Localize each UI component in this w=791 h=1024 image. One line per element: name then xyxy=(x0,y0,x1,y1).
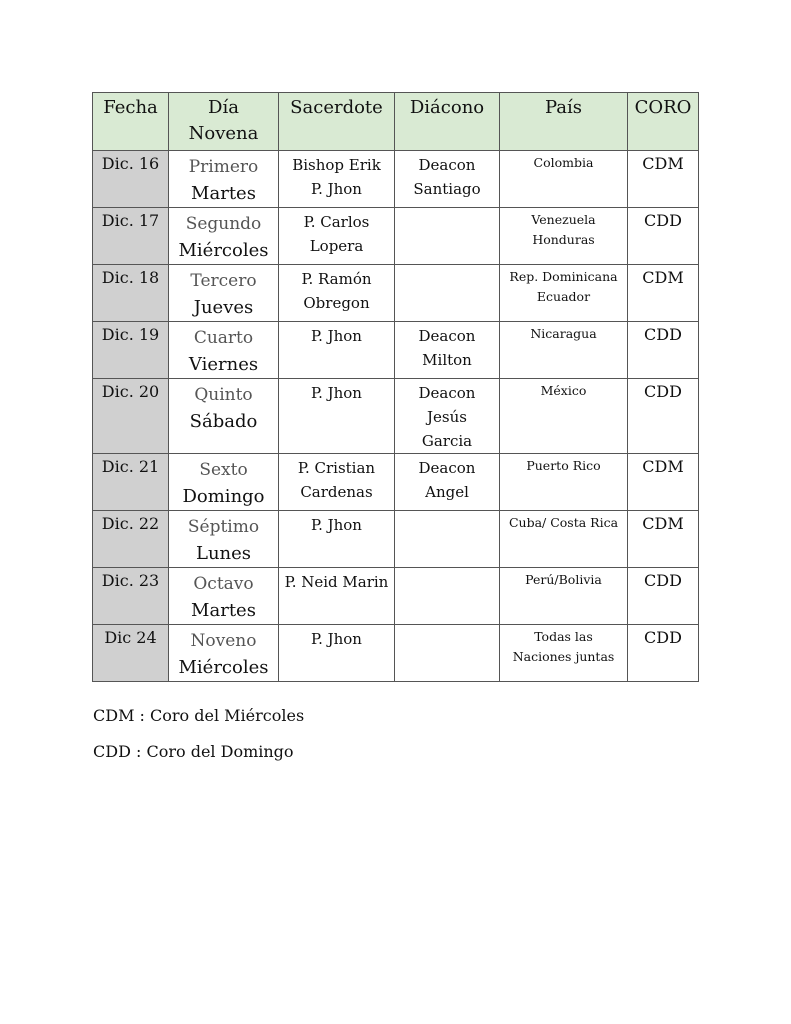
pais-cell xyxy=(500,454,628,511)
table-body xyxy=(93,151,699,682)
table-row xyxy=(93,511,699,568)
pais-line: Todas las xyxy=(534,629,593,644)
sacerdote-line: Cardenas xyxy=(300,483,373,501)
pais-line: Puerto Rico xyxy=(526,458,601,473)
table-row xyxy=(93,454,699,511)
table-row xyxy=(93,625,699,682)
pais-line: México xyxy=(540,383,587,398)
weekday: Martes xyxy=(191,183,256,204)
sacerdote-line: P. Jhon xyxy=(311,180,362,198)
weekday: Sábado xyxy=(189,411,258,432)
diacono-line: Santiago xyxy=(413,180,481,198)
header-novena: Novena xyxy=(188,123,259,144)
table-header xyxy=(93,93,699,151)
novena-schedule-table xyxy=(92,92,699,682)
sacerdote-cell xyxy=(279,568,395,625)
novena-ordinal: Tercero xyxy=(190,271,257,291)
sacerdote-line: P. Neid Marin xyxy=(284,573,389,591)
fecha-cell: Dic. 19 xyxy=(93,322,169,379)
weekday: Lunes xyxy=(195,543,252,564)
sacerdote-cell xyxy=(279,265,395,322)
diacono-line: Angel xyxy=(425,483,469,501)
legend-cdm: CDM : Coro del Miércoles xyxy=(93,706,305,725)
diacono-line: Garcia xyxy=(421,432,473,450)
table-row xyxy=(93,151,699,208)
sacerdote-line: P. Cristian xyxy=(297,459,376,477)
diacono-line: Deacon xyxy=(418,459,476,477)
header-dia-novena xyxy=(169,93,279,151)
dia-novena-cell xyxy=(169,322,279,379)
table-row xyxy=(93,265,699,322)
weekday: Jueves xyxy=(193,297,254,318)
dia-novena-cell xyxy=(169,379,279,454)
table-row xyxy=(93,379,699,454)
diacono-cell xyxy=(395,265,500,322)
sacerdote-cell xyxy=(279,151,395,208)
fecha-cell: Dic. 18 xyxy=(93,265,169,322)
fecha-cell: Dic. 21 xyxy=(93,454,169,511)
weekday: Miércoles xyxy=(178,657,269,678)
diacono-cell xyxy=(395,208,500,265)
diacono-line: Deacon xyxy=(418,327,476,345)
diacono-cell xyxy=(395,454,500,511)
diacono-line: Milton xyxy=(422,351,472,369)
pais-line: Venezuela xyxy=(531,212,596,227)
pais-line: Rep. Dominicana xyxy=(509,269,618,284)
pais-cell xyxy=(500,625,628,682)
pais-line: Nicaragua xyxy=(530,326,597,341)
sacerdote-line: P. Jhon xyxy=(311,384,362,402)
dia-novena-cell xyxy=(169,511,279,568)
coro-cell: CDD xyxy=(628,379,699,454)
pais-line: Honduras xyxy=(532,232,595,247)
fecha-cell: Dic. 16 xyxy=(93,151,169,208)
sacerdote-line: P. Jhon xyxy=(311,516,362,534)
sacerdote-line: P. Jhon xyxy=(311,630,362,648)
table-row xyxy=(93,208,699,265)
header-coro: CORO xyxy=(628,93,699,151)
coro-cell: CDM xyxy=(628,151,699,208)
diacono-cell xyxy=(395,322,500,379)
pais-cell xyxy=(500,151,628,208)
coro-cell: CDD xyxy=(628,322,699,379)
diacono-cell xyxy=(395,511,500,568)
sacerdote-cell xyxy=(279,322,395,379)
dia-novena-cell xyxy=(169,151,279,208)
pais-line: Cuba/ Costa Rica xyxy=(508,515,619,530)
sacerdote-line: Obregon xyxy=(303,294,370,312)
sacerdote-cell xyxy=(279,625,395,682)
header-fecha: Fecha xyxy=(93,93,169,151)
diacono-cell xyxy=(395,151,500,208)
sacerdote-cell xyxy=(279,379,395,454)
novena-ordinal: Quinto xyxy=(194,385,253,405)
diacono-line: Deacon xyxy=(418,156,476,174)
fecha-cell: Dic. 23 xyxy=(93,568,169,625)
sacerdote-cell xyxy=(279,454,395,511)
coro-cell: CDM xyxy=(628,265,699,322)
dia-novena-cell xyxy=(169,265,279,322)
sacerdote-line: Bishop Erik xyxy=(292,156,381,174)
diacono-line: Deacon xyxy=(418,384,476,402)
coro-cell: CDD xyxy=(628,568,699,625)
novena-ordinal: Sexto xyxy=(199,460,248,480)
weekday: Viernes xyxy=(188,354,259,375)
coro-cell: CDM xyxy=(628,454,699,511)
novena-ordinal: Segundo xyxy=(185,214,262,234)
pais-cell xyxy=(500,265,628,322)
pais-cell xyxy=(500,568,628,625)
novena-ordinal: Octavo xyxy=(193,574,254,594)
sacerdote-cell xyxy=(279,511,395,568)
diacono-cell xyxy=(395,625,500,682)
pais-line: Naciones juntas xyxy=(512,649,615,664)
fecha-cell: Dic 24 xyxy=(93,625,169,682)
coro-cell: CDD xyxy=(628,625,699,682)
sacerdote-line: P. Jhon xyxy=(311,327,362,345)
coro-cell: CDM xyxy=(628,511,699,568)
weekday: Domingo xyxy=(182,486,265,507)
diacono-cell xyxy=(395,379,500,454)
weekday: Martes xyxy=(191,600,256,621)
sacerdote-line: P. Carlos xyxy=(303,213,370,231)
sacerdote-line: P. Ramón xyxy=(301,270,372,288)
sacerdote-line: Lopera xyxy=(309,237,364,255)
diacono-line: Jesús xyxy=(427,408,467,426)
header-sacerdote: Sacerdote xyxy=(279,93,395,151)
coro-cell: CDD xyxy=(628,208,699,265)
dia-novena-cell xyxy=(169,568,279,625)
table-row xyxy=(93,322,699,379)
novena-ordinal: Primero xyxy=(188,157,259,177)
header-diacono: Diácono xyxy=(395,93,500,151)
pais-line: Perú/Bolivia xyxy=(525,572,602,587)
header-row xyxy=(93,93,699,151)
novena-ordinal: Séptimo xyxy=(187,517,260,537)
fecha-cell: Dic. 20 xyxy=(93,379,169,454)
sacerdote-cell xyxy=(279,208,395,265)
dia-novena-cell xyxy=(169,625,279,682)
dia-novena-cell xyxy=(169,454,279,511)
pais-line: Ecuador xyxy=(536,289,591,304)
novena-ordinal: Cuarto xyxy=(193,328,254,348)
weekday: Miércoles xyxy=(178,240,269,261)
diacono-cell xyxy=(395,568,500,625)
pais-cell xyxy=(500,208,628,265)
pais-cell xyxy=(500,379,628,454)
legend-cdd: CDD : Coro del Domingo xyxy=(93,742,294,761)
dia-novena-cell xyxy=(169,208,279,265)
fecha-cell: Dic. 17 xyxy=(93,208,169,265)
table-row xyxy=(93,568,699,625)
fecha-cell: Dic. 22 xyxy=(93,511,169,568)
header-pais: País xyxy=(500,93,628,151)
novena-ordinal: Noveno xyxy=(190,631,257,651)
pais-cell xyxy=(500,511,628,568)
header-dia: Día xyxy=(208,97,239,118)
pais-line: Colombia xyxy=(533,155,594,170)
pais-cell xyxy=(500,322,628,379)
